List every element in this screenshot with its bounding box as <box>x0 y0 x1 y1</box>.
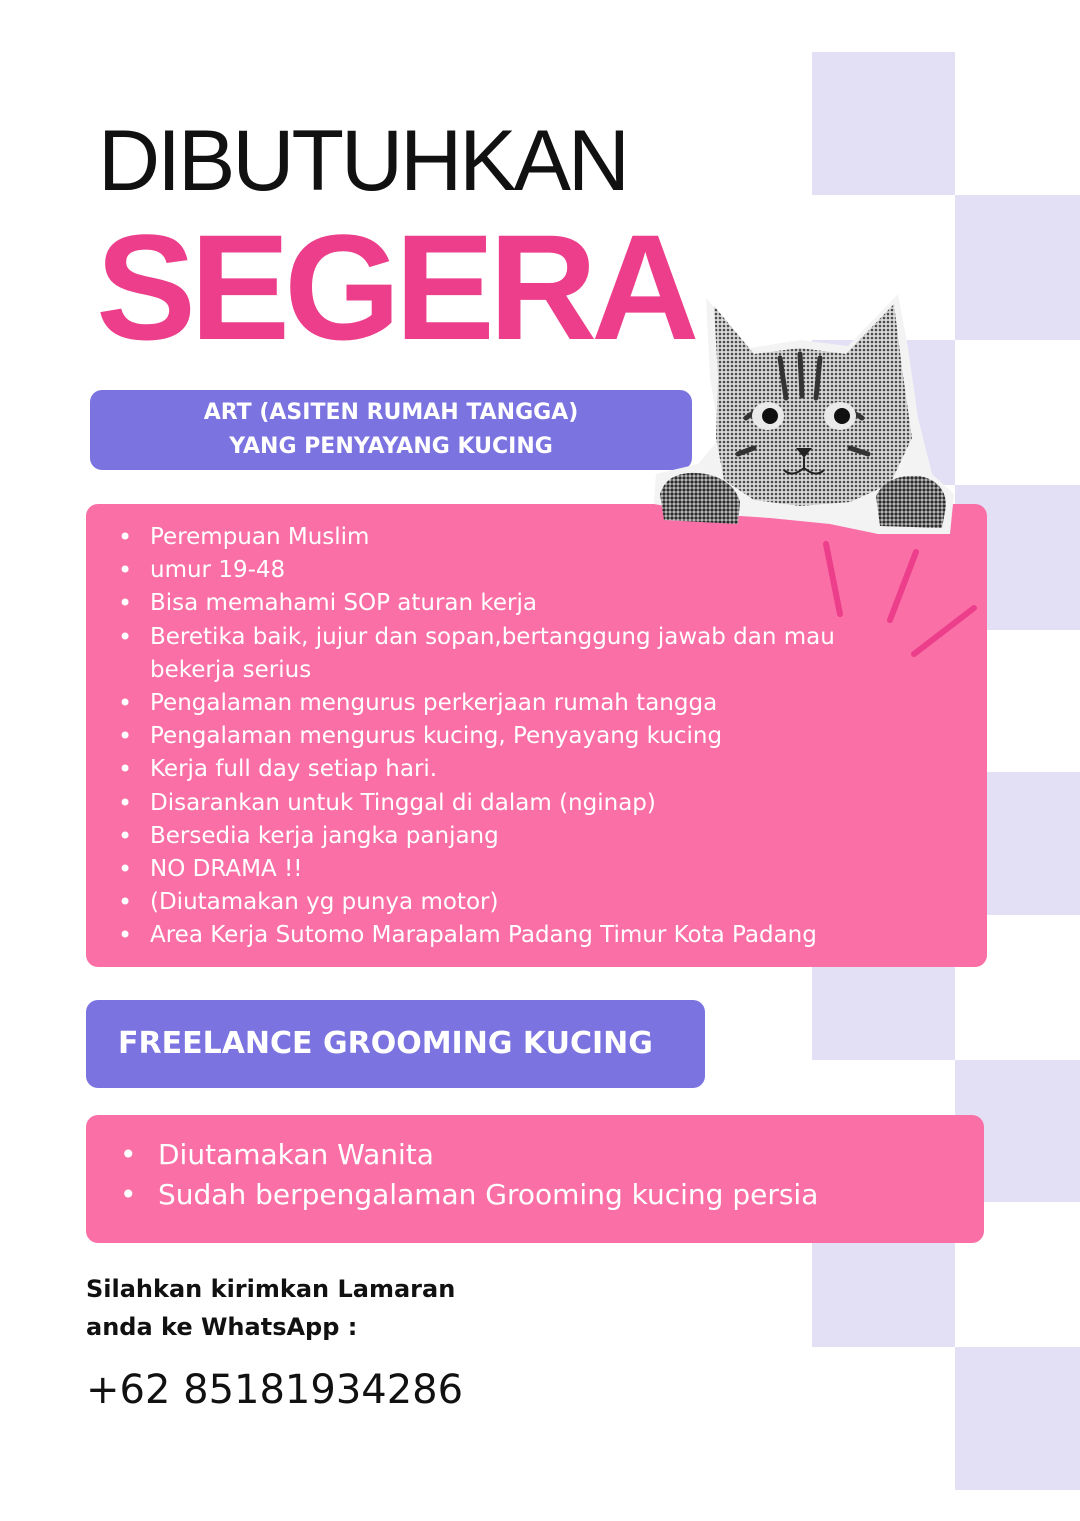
cat-photo <box>650 288 960 538</box>
list-item: • Bisa memahami SOP aturan kerja <box>116 587 906 620</box>
whatsapp-number: +62 85181934286 <box>86 1367 464 1413</box>
job1-title-line1: ART (ASITEN RUMAH TANGGA) <box>203 400 579 425</box>
list-item: • Beretika baik, jujur dan sopan,bertanggung jawab dan mau bekerja serius <box>116 621 906 687</box>
list-item: • Kerja full day setiap hari. <box>116 753 906 786</box>
headline-main: SEGERA <box>96 203 694 371</box>
job1-requirements-list <box>116 521 906 953</box>
list-item: • Sudah berpengalaman Grooming kucing persia <box>118 1175 958 1215</box>
job2-requirements-list <box>118 1135 958 1215</box>
list-item: • Area Kerja Sutomo Marapalam Padang Timur Kota Padang <box>116 919 906 952</box>
list-item: • Disarankan untuk Tinggal di dalam (nginap) <box>116 787 906 820</box>
list-item: • Pengalaman mengurus kucing, Penyayang kucing <box>116 720 906 753</box>
contact-instructions <box>86 1270 586 1346</box>
job2-requirements-box <box>86 1115 984 1243</box>
list-item: • umur 19-48 <box>116 554 906 587</box>
list-item: • Diutamakan Wanita <box>118 1135 958 1175</box>
accent-strokes-icon <box>810 530 990 670</box>
list-item: • Pengalaman mengurus perkerjaan rumah tangga <box>116 687 906 720</box>
job1-title-line2: YANG PENYAYANG KUCING <box>229 434 553 459</box>
list-item: • Perempuan Muslim <box>116 521 906 554</box>
list-item: • Bersedia kerja jangka panjang <box>116 820 906 853</box>
list-item: • (Diutamakan yg punya motor) <box>116 886 906 919</box>
job1-title-pill <box>90 390 692 470</box>
contact-line2: anda ke WhatsApp : <box>86 1313 358 1341</box>
headline-top: DIBUTUHKAN <box>98 113 628 209</box>
contact-line1: Silahkan kirimkan Lamaran <box>86 1275 456 1303</box>
list-item: • NO DRAMA !! <box>116 853 906 886</box>
job2-title-pill: FREELANCE GROOMING KUCING <box>86 1000 705 1088</box>
